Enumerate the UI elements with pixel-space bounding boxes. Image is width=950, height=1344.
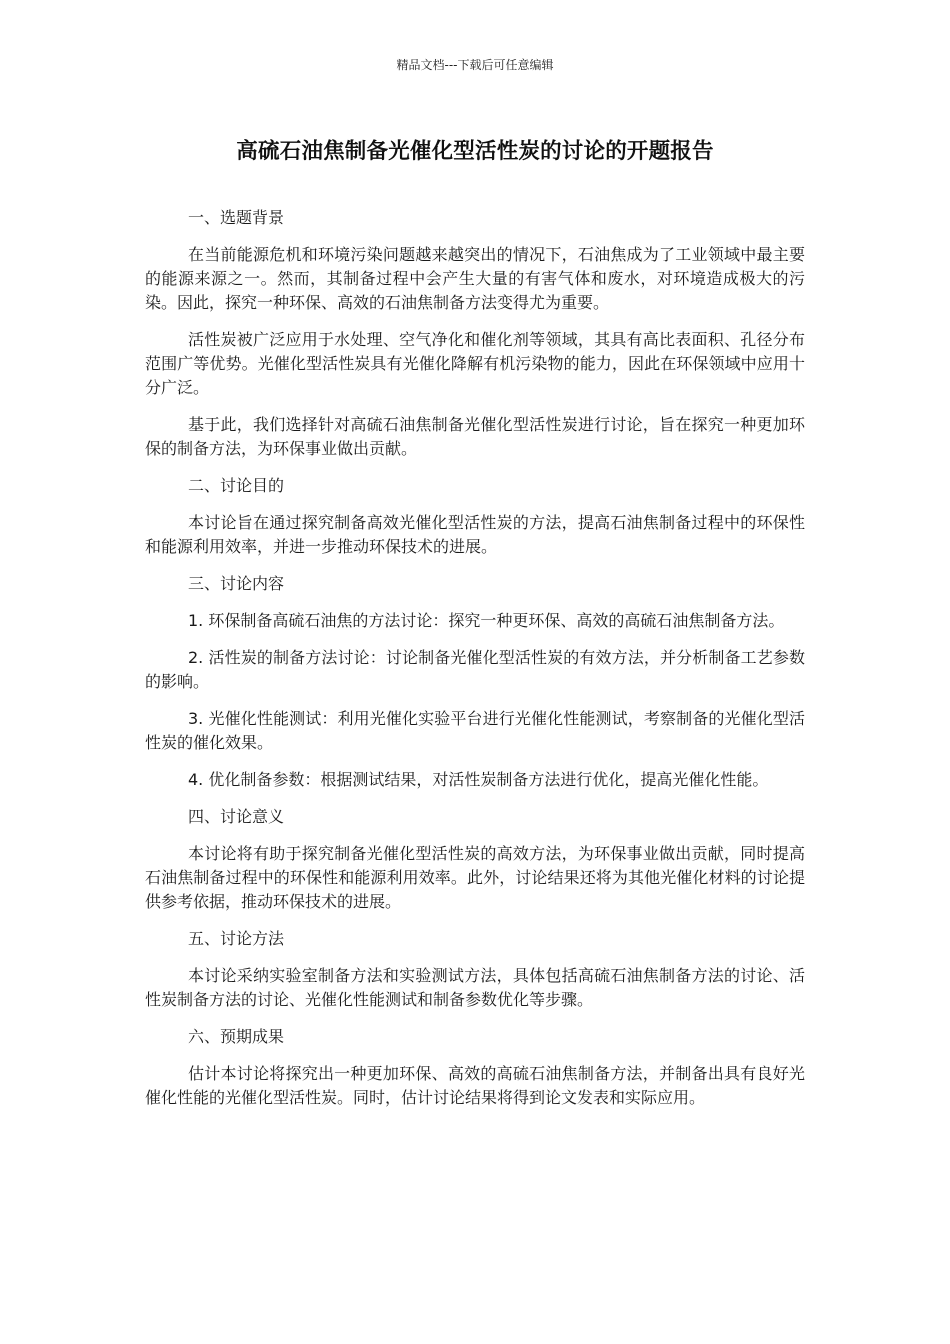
paragraph: 本讨论将有助于探究制备光催化型活性炭的高效方法，为环保事业做出贡献，同时提高石油焦制备过程中的环保性和能源利用效率。此外，讨论结果还将为其他光催化材料的讨论提供参考依据，推动环保技术的进展。: [145, 844, 805, 911]
section-heading-method: 五、讨论方法: [188, 929, 285, 948]
document-title: 高硫石油焦制备光催化型活性炭的讨论的开题报告: [236, 139, 714, 164]
section-heading-significance: 四、讨论意义: [188, 807, 285, 826]
section-heading-content: 三、讨论内容: [188, 574, 285, 593]
list-item: 2. 活性炭的制备方法讨论：讨论制备光催化型活性炭的有效方法，并分析制备工艺参数的影响。: [145, 648, 805, 691]
paragraph: 估计本讨论将探究出一种更加环保、高效的高硫石油焦制备方法，并制备出具有良好光催化性能的光催化型活性炭。同时，估计讨论结果将得到论文发表和实际应用。: [145, 1064, 805, 1107]
document-body: [145, 206, 805, 1123]
list-item: 1. 环保制备高硫石油焦的方法讨论：探究一种更环保、高效的高硫石油焦制备方法。: [188, 611, 785, 630]
paragraph: 活性炭被广泛应用于水处理、空气净化和催化剂等领域，其具有高比表面积、孔径分布范围广等优势。光催化型活性炭具有光催化降解有机污染物的能力，因此在环保领域中应用十分广泛。: [145, 330, 805, 397]
paragraph: 本讨论旨在通过探究制备高效光催化型活性炭的方法，提高石油焦制备过程中的环保性和能源利用效率，并进一步推动环保技术的进展。: [145, 513, 805, 556]
section-heading-background: 一、选题背景: [188, 208, 285, 227]
paragraph: 本讨论采纳实验室制备方法和实验测试方法，具体包括高硫石油焦制备方法的讨论、活性炭制备方法的讨论、光催化性能测试和制备参数优化等步骤。: [145, 966, 805, 1009]
list-item: 4. 优化制备参数：根据测试结果，对活性炭制备方法进行优化，提高光催化性能。: [188, 770, 769, 789]
page-header: 精品文档---下载后可任意编辑: [396, 58, 554, 72]
paragraph: 基于此，我们选择针对高硫石油焦制备光催化型活性炭进行讨论，旨在探究一种更加环保的制备方法，为环保事业做出贡献。: [145, 415, 805, 458]
paragraph: 在当前能源危机和环境污染问题越来越突出的情况下，石油焦成为了工业领域中最主要的能源来源之一。然而，其制备过程中会产生大量的有害气体和废水，对环境造成极大的污染。因此，探究一种环保、高效的石油焦制备方法变得尤为重要。: [145, 245, 805, 312]
section-heading-purpose: 二、讨论目的: [188, 476, 285, 495]
section-heading-expected-results: 六、预期成果: [188, 1027, 285, 1046]
list-item: 3. 光催化性能测试：利用光催化实验平台进行光催化性能测试，考察制备的光催化型活性炭的催化效果。: [145, 709, 805, 752]
